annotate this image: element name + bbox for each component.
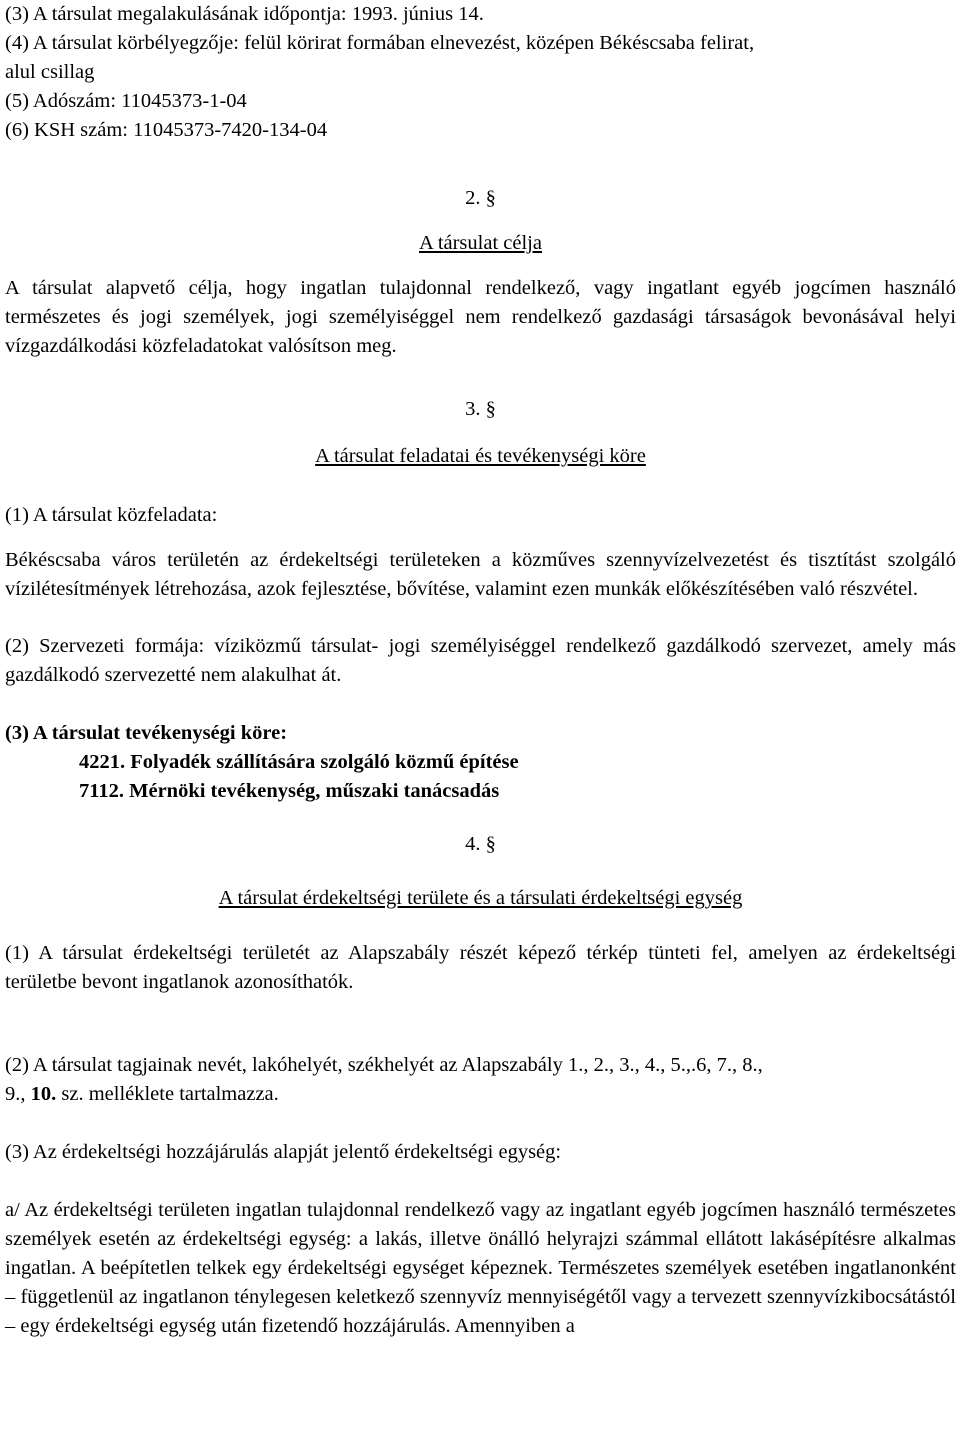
section-paragraph: a/ Az érdekeltségi területen ingatlan tulajdonnal rendelkező vagy az ingatlant egyéb jogcímen használó természetes személyek esetén az érdekeltségi egység: a lakás, illetve önálló helyrajzi számmal ellátott lakásépítésre alkalmas ingatlan. A beépítetlen telkek egy érdekeltségi egységet képeznek. Természetes személyek esetében ingatlanonként – függetlenül az ingatlanon ténylegesen keletkező szennyvíz mennyiségétől vagy a tervezett szennyvízkibocsátástól – egy érdekeltségi egység után fizetendő hozzájárulás. Amennyiben a [5, 1199, 956, 1337]
section-number: 2. § [465, 187, 496, 209]
paragraph-heading: (1) A társulat közfeladata: [5, 504, 218, 526]
section-2 [5, 184, 956, 361]
annex-number: 10. [30, 1083, 57, 1105]
section-paragraph: A társulat alapvető célja, hogy ingatlan tulajdonnal rendelkező, vagy ingatlant egyéb jogcímen használó természetes és jogi személyek, jogi személyiséggel nem rendelkező gazdasági társaságok bevonásával helyi vízgazdálkodási közfeladatokat valósítson meg. [5, 277, 956, 357]
ksh-number: (6) KSH szám: 11045373-7420-134-04 [5, 119, 328, 141]
section-number: 3. § [465, 398, 496, 420]
section-paragraph: Békéscsaba város területén az érdekeltségi területeken a közműves szennyvízelvezetést és tisztítást szolgáló vízilétesítmények létrehozása, azok fejlesztése, bővítése, valamint ezen munkák előkészítésében való részvétel. [5, 549, 956, 600]
section-title: A társulat feladatai és tevékenységi köre [315, 445, 646, 467]
intro-block [5, 0, 956, 145]
activity-item: 4221. Folyadék szállítására szolgáló közmű építése [79, 751, 519, 773]
annex-text: sz. melléklete tartalmazza. [56, 1083, 279, 1105]
stamp-description: (4) A társulat körbélyegzője: felül körirat formában elnevezést, középen Békéscsaba felirat, [5, 32, 755, 54]
section-paragraph-cont [5, 1080, 956, 1109]
activity-item: 7112. Mérnöki tevékenység, műszaki tanácsadás [79, 780, 500, 802]
stamp-description-cont: alul csillag [5, 61, 95, 83]
founding-date: (3) A társulat megalakulásának időpontja: 1993. június 14. [5, 3, 484, 25]
section-paragraph: (1) A társulat érdekeltségi területét az Alapszabály részét képező térkép tünteti fel, amelyen az érdekeltségi területbe bevont ingatlanok azonosíthatók. [5, 942, 956, 993]
section-title: A társulat érdekeltségi területe és a társulati érdekeltségi egység [218, 887, 743, 909]
section-number: 4. § [465, 833, 496, 855]
section-paragraph: (2) A társulat tagjainak nevét, lakóhelyét, székhelyét az Alapszabály 1., 2., 3., 4., 5.,.6, 7., 8., [5, 1054, 763, 1076]
paragraph-heading: (3) A társulat tevékenységi köre: [5, 722, 288, 744]
section-title: A társulat célja [419, 232, 542, 254]
section-3 [5, 395, 956, 806]
tax-number: (5) Adószám: 11045373-1-04 [5, 90, 247, 112]
section-paragraph: (3) Az érdekeltségi hozzájárulás alapját jelentő érdekeltségi egység: [5, 1141, 562, 1163]
section-paragraph: (2) Szervezeti formája: víziközmű társulat- jogi személyiséggel rendelkező gazdálkodó szervezet, amely más gazdálkodó szervezetté nem alakulhat át. [5, 635, 956, 686]
section-4 [5, 830, 956, 1341]
annex-text: 9., [5, 1083, 31, 1105]
